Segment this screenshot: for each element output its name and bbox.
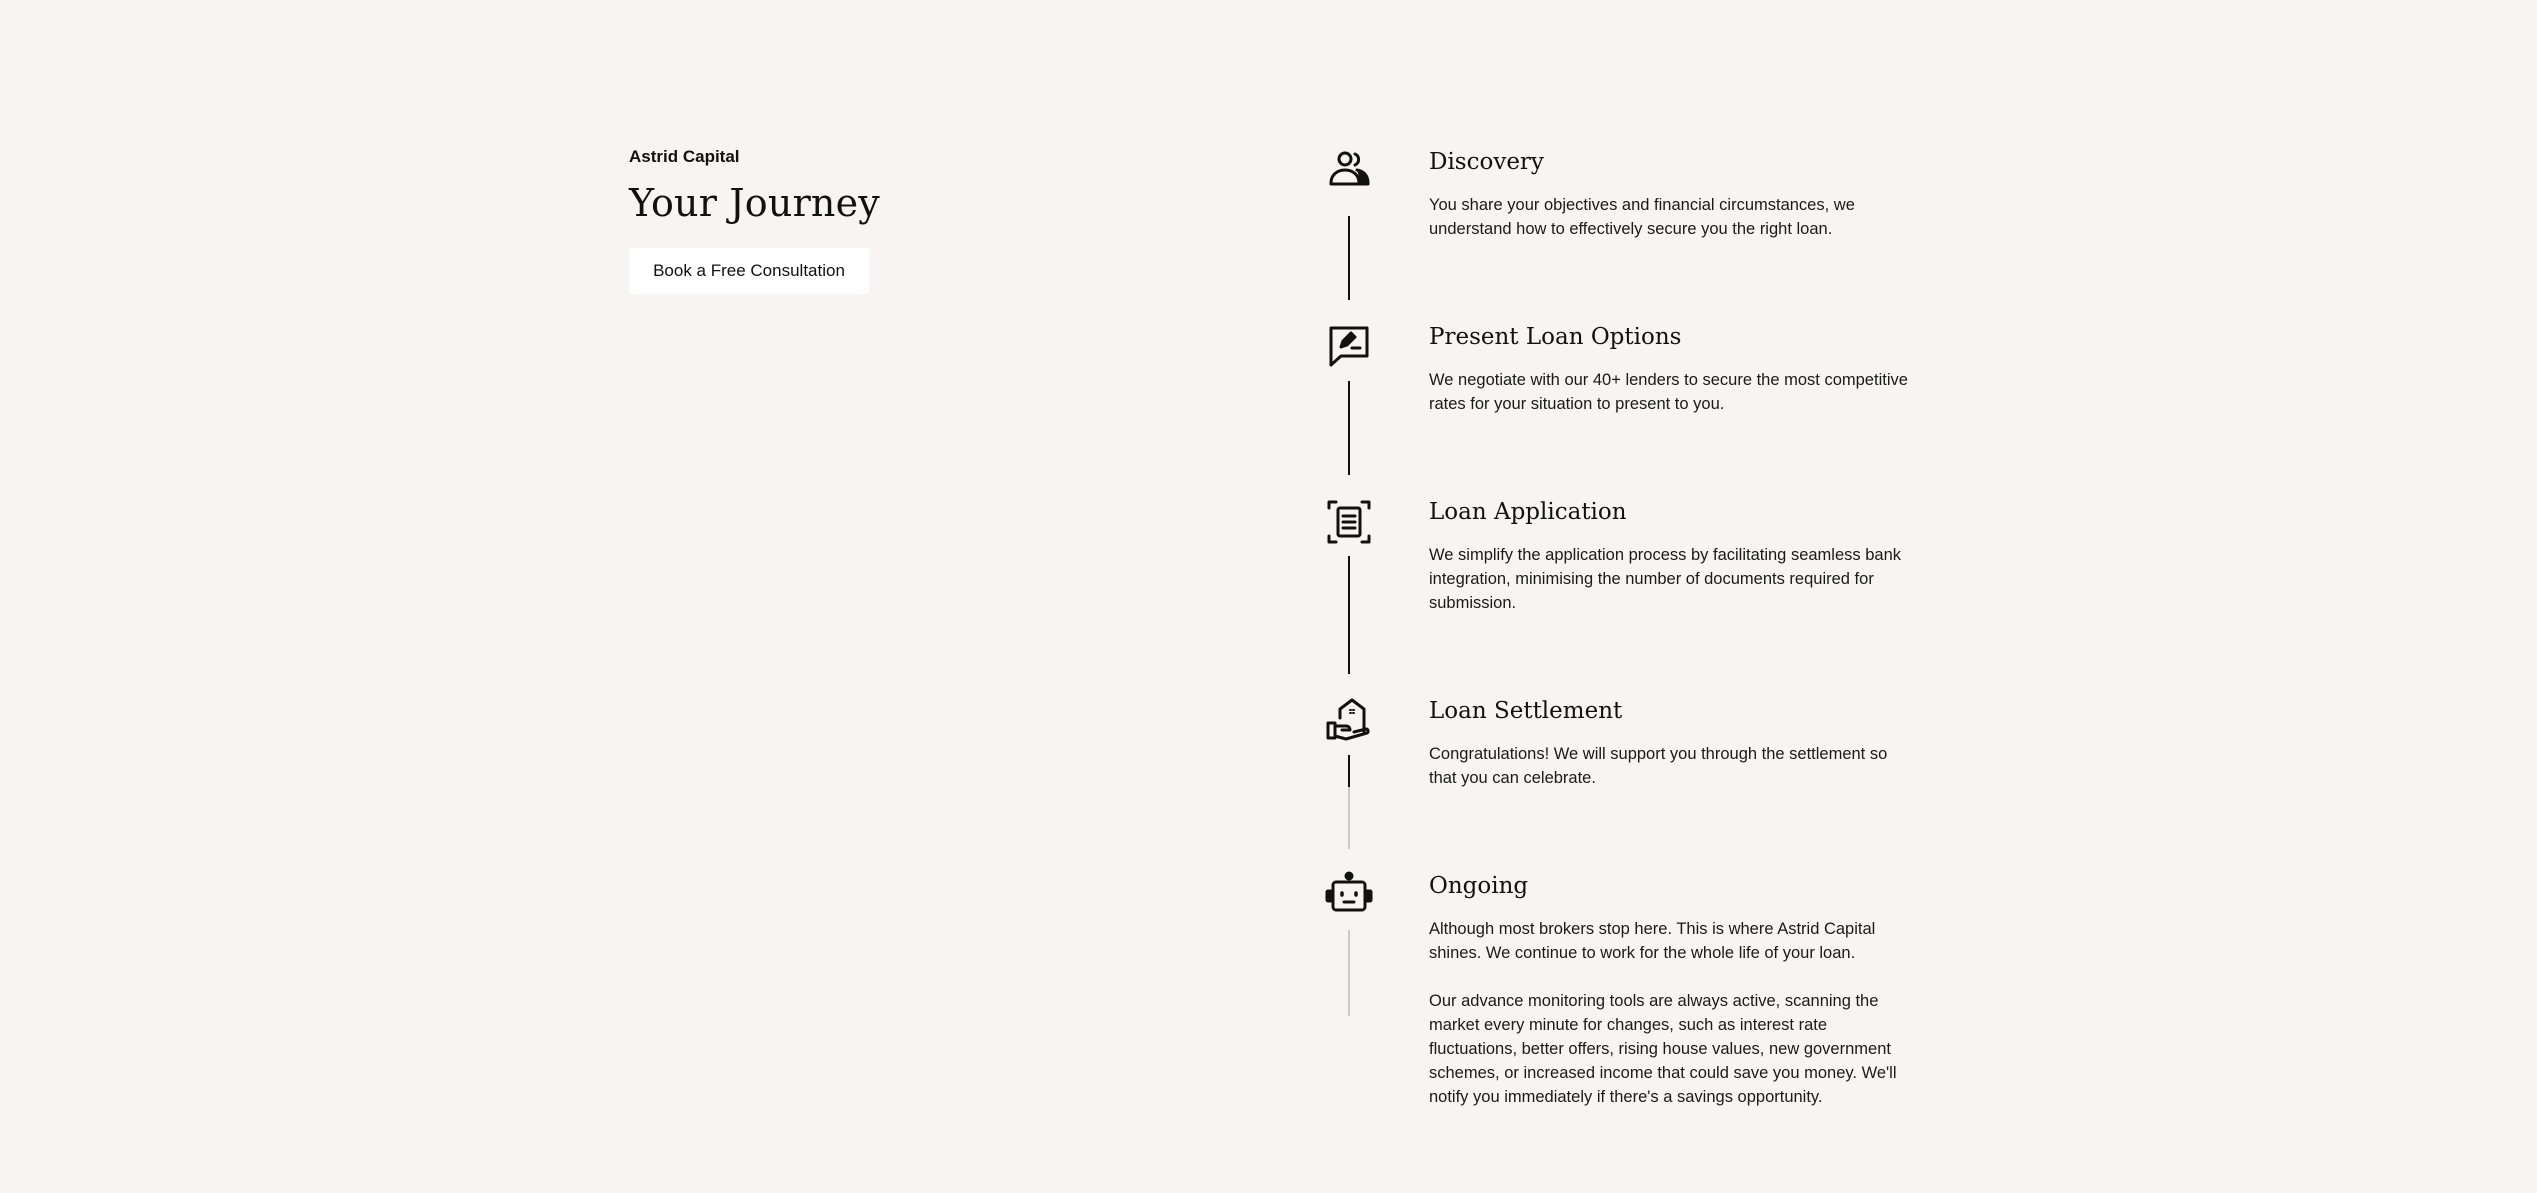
timeline-connector-faded <box>1348 930 1350 1016</box>
chat-edit-icon <box>1324 322 1374 372</box>
users-icon <box>1324 147 1374 197</box>
step-paragraph: Our advance monitoring tools are always active, scanning the market every minute for changes, such as interest rate fluctuations, better offers, rising house values, new government schemes, or increased income that could save you money. We'll notify you immediately if there's a savings opportunity. <box>1429 992 1897 1106</box>
timeline-connector-faded <box>1348 787 1350 849</box>
step-description <box>1429 742 1919 790</box>
book-consultation-button[interactable]: Book a Free Consultation <box>629 248 869 294</box>
page-title: Your Journey <box>629 181 880 225</box>
step-title: Discovery <box>1429 149 1544 175</box>
step-description <box>1429 543 1919 615</box>
step-paragraph: We negotiate with our 40+ lenders to secure the most competitive rates for your situation to present to you. <box>1429 371 1908 413</box>
brand-name: Astrid Capital <box>629 147 740 166</box>
step-description <box>1429 917 1919 1109</box>
document-scan-icon <box>1324 497 1374 547</box>
timeline-connector <box>1348 216 1350 300</box>
step-title: Loan Application <box>1429 499 1627 525</box>
step-title: Loan Settlement <box>1429 698 1623 724</box>
step-paragraph: Although most brokers stop here. This is where Astrid Capital shines. We continue to work for the whole life of your loan. <box>1429 920 1876 962</box>
intro-panel <box>629 146 880 294</box>
step-title: Ongoing <box>1429 873 1529 899</box>
timeline-connector <box>1348 755 1350 787</box>
step-description <box>1429 368 1919 416</box>
step-paragraph: Congratulations! We will support you through the settlement so that you can celebrate. <box>1429 745 1888 787</box>
house-hand-icon <box>1324 696 1374 746</box>
timeline-connector <box>1348 556 1350 674</box>
step-paragraph: You share your objectives and financial circumstances, we understand how to effectively secure you the right loan. <box>1429 196 1855 238</box>
step-paragraph: We simplify the application process by facilitating seamless bank integration, minimising the number of documents required for submission. <box>1429 546 1901 612</box>
robot-icon <box>1324 871 1374 921</box>
step-description <box>1429 193 1919 241</box>
step-title: Present Loan Options <box>1429 324 1682 350</box>
journey-timeline <box>1310 0 2010 1193</box>
timeline-connector <box>1348 381 1350 475</box>
